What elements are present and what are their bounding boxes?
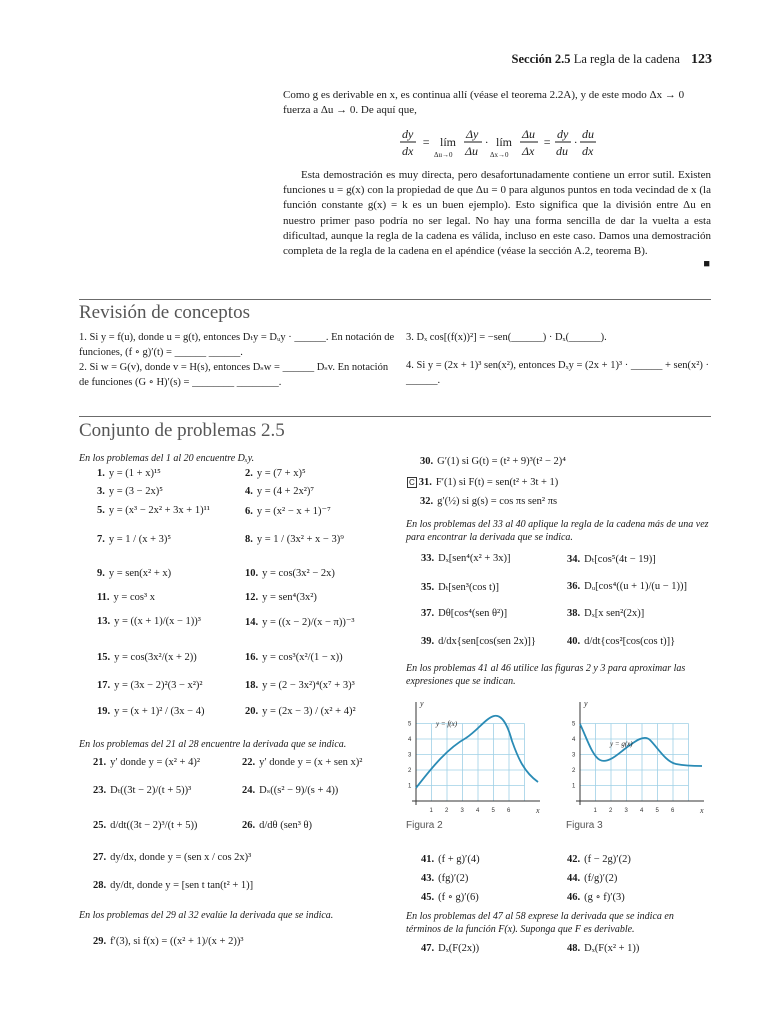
problem-item (97, 486, 163, 497)
problem-number: 2. (245, 468, 253, 479)
problem-expression: y = (3x − 2)²(3 − x²)² (114, 680, 203, 691)
problem-expression: y = 1 / (3x² + x − 3)⁹ (256, 534, 344, 545)
problem-expression: Dₓ(F(x² + 1)) (584, 943, 640, 954)
problem-number: 7. (97, 534, 105, 545)
problem-expression: dy/dt, donde y = [sen t tan(t² + 1)] (110, 880, 254, 891)
problem-item (245, 616, 355, 628)
problem-number: 20. (245, 706, 259, 717)
problem-item (421, 873, 468, 884)
problem-number: 43. (421, 873, 435, 884)
problem-expression: Dₛ((s² − 9)/(s + 4)) (259, 785, 339, 796)
problem-number: 40. (567, 636, 581, 647)
problem-number: 21. (93, 757, 107, 768)
svg-text:=: = (422, 135, 431, 149)
y-tick-label: 3 (408, 752, 412, 759)
x-tick-label: 1 (429, 808, 433, 814)
x-tick-label: 3 (460, 808, 464, 814)
review-q1: 1. Si y = f(u), donde u = g(t), entonces Dₜy = Dᵤy · ______. En notación de funciones, (f ∘ g)′(t) = ______ ______. (79, 332, 395, 358)
problem-item (567, 553, 656, 565)
problem-number: 15. (97, 652, 111, 663)
problems-note-41-46: En los problemas 41 al 46 utilice las figuras 2 y 3 para aproximar las expresiones que se indican. (406, 663, 686, 687)
problem-number: 18. (245, 680, 259, 691)
problem-number: 29. (93, 936, 107, 947)
problem-expression: F′(1) si F(t) = sen(t² + 3t + 1) (435, 477, 559, 488)
problem-number: 41. (421, 854, 435, 865)
problem-expression: Dᵤ[cos⁴((u + 1)/(u − 1))] (584, 581, 688, 592)
problem-number: 38. (567, 608, 581, 619)
problem-item (567, 891, 625, 903)
x-axis-label: x (700, 806, 704, 815)
problem-number: 47. (421, 943, 435, 954)
problem-item (97, 706, 204, 717)
review-q2: 2. Si w = G(v), donde v = H(s), entonces Dₛw = ______ Dₛv. En notación de funciones (G ∘ H)′(s) = ________ ________. (79, 362, 389, 388)
problem-item (421, 581, 499, 593)
problem-expression: y = cos³ x (113, 592, 155, 603)
problem-expression: Dₓ[x sen²(2x)] (584, 608, 645, 619)
y-tick-label: 1 (572, 783, 576, 790)
problem-item (245, 592, 317, 603)
figure-3 (562, 696, 712, 821)
problem-number: 36. (567, 581, 581, 592)
problem-item (93, 936, 244, 947)
problem-number: 39. (421, 636, 435, 647)
function-curve (580, 724, 702, 766)
svg-text:=: = (543, 135, 552, 149)
problem-item (97, 534, 171, 545)
problem-item (242, 820, 312, 831)
problem-item (97, 652, 197, 663)
problem-expression: y = (x + 1)² / (3x − 4) (114, 706, 205, 717)
x-axis-label: x (536, 806, 540, 815)
problem-item (245, 652, 343, 663)
problem-expression: d/dθ (sen³ θ) (259, 820, 312, 831)
problem-number: 6. (245, 506, 253, 517)
problem-expression: d/dt{cos²[cos(cos t)]} (584, 636, 676, 647)
problem-expression: y′ donde y = (x + sen x)² (259, 757, 363, 768)
problem-item (242, 757, 362, 768)
intro-text: Como g es derivable en x, es continua allí (véase el teorema 2.2A), y de este modo Δx → 0 fuerza a Δu → 0. De aquí que, (283, 89, 685, 116)
review-q4: 4. Si y = (2x + 1)³ sen(x²), entonces Dₓy = (2x + 1)³ · ______ + sen(x²) · ______. (406, 360, 710, 386)
page-header (512, 52, 712, 68)
problem-number: 9. (97, 568, 105, 579)
problem-item (421, 891, 479, 903)
section-number: Sección 2.5 (511, 52, 571, 66)
calculator-tag: C (409, 478, 415, 487)
problem-item (93, 852, 251, 863)
problem-number: 16. (245, 652, 259, 663)
problem-number: 33. (421, 553, 435, 564)
problem-number: 4. (245, 486, 253, 497)
problem-item (421, 553, 510, 564)
problem-number: 17. (97, 680, 111, 691)
svg-text:lím: lím (440, 135, 457, 149)
y-tick-label: 4 (408, 737, 412, 743)
problem-number: 27. (93, 852, 107, 863)
svg-text:du: du (582, 127, 594, 141)
explanation-paragraph: Esta demostración es muy directa, pero desafortunadamente contiene un error sutil. Existen funciones u = g(x) con la propiedad de que Δu = 0 para algunos puntos en toda vecindad de x (la función constante g(x) = k es un buen ejemplo). Esto significa que la división entre Δu en nuestro primer paso podría no ser legal. No hay una forma sencilla de dar la vuelta a esta dificultad, aunque la regla de la cadena es válida, incluso en este caso. Damos una demostración completa de la regla de la cadena en el apéndice (véase la sección A.2, teorema B). (283, 169, 711, 258)
problem-item (97, 568, 171, 579)
problem-expression: y = sen(x² + x) (108, 568, 172, 579)
problems-note-47-58: En los problemas del 47 al 58 exprese la derivada que se indica en términos de la función F(x). Suponga que F es derivable. (406, 911, 674, 935)
problem-item (245, 468, 306, 479)
problem-expression: y = (2x − 3) / (x² + 4)² (262, 706, 356, 717)
problem-expression: y = cos(3x² − 2x) (262, 568, 335, 579)
y-tick-label: 5 (408, 721, 412, 728)
problem-number: 22. (242, 757, 256, 768)
problem-item (97, 505, 210, 516)
problems-note-1-20: En los problemas del 1 al 20 encuentre Dₓy. (79, 453, 255, 464)
problem-item (245, 486, 314, 497)
problem-expression: y = (7 + x)⁵ (256, 468, 306, 479)
problem-item (93, 880, 253, 891)
divider (79, 416, 711, 417)
problem-number: 48. (567, 943, 581, 954)
problem-number: 31. (418, 477, 432, 488)
figure-2-caption: Figura 2 (406, 820, 443, 831)
page-number: 123 (691, 52, 712, 67)
problem-number: 26. (242, 820, 256, 831)
problem-item (242, 784, 338, 796)
problem-number: 5. (97, 505, 105, 516)
problem-expression: y = (4 + 2x²)⁷ (256, 486, 315, 497)
problem-expression: y = (x² − x + 1)⁻⁷ (256, 506, 331, 517)
svg-text:dy: dy (557, 127, 569, 141)
problem-expression: (f − 2g)′(2) (584, 854, 631, 865)
problem-expression: Dθ[cos⁴(sen θ²)] (438, 608, 508, 619)
review-q3: 3. Dₓ cos[(f(x))²] = −sen(______) · Dₓ(______). (406, 332, 607, 343)
problem-expression: dy/dx, donde y = (sen x / cos 2x)³ (110, 852, 252, 863)
problem-expression: (f/g)′(2) (584, 873, 618, 884)
problem-number: 24. (242, 785, 256, 796)
problem-expression: y′ donde y = (x² + 4)² (110, 757, 200, 768)
problem-item (93, 757, 200, 768)
problem-number: 25. (93, 820, 107, 831)
x-tick-label: 5 (491, 808, 495, 814)
problem-item (567, 608, 644, 619)
x-tick-label: 2 (445, 808, 449, 814)
problem-expression: (fg)′(2) (438, 873, 469, 884)
problem-item (245, 680, 355, 691)
svg-text:dx: dx (402, 144, 414, 158)
problem-expression: d/dx{sen[cos(sen 2x)]} (438, 636, 536, 647)
svg-text:du: du (556, 144, 568, 158)
problem-number: 19. (97, 706, 111, 717)
problem-item (567, 854, 631, 865)
y-tick-label: 4 (572, 737, 576, 743)
problem-item (567, 636, 675, 647)
x-tick-label: 4 (476, 808, 480, 814)
end-of-proof-mark: ■ (703, 258, 710, 270)
y-axis-label: y (584, 699, 588, 708)
problems-note-29-32: En los problemas del 29 al 32 evalúe la derivada que se indica. (79, 910, 334, 921)
x-tick-label: 3 (624, 808, 628, 814)
problem-item (567, 873, 617, 884)
problem-expression: Dₜ[sen³(cos t)] (438, 582, 499, 593)
problem-number: 13. (97, 616, 111, 627)
problem-item (93, 820, 197, 831)
problem-expression: (f ∘ g)′(6) (438, 892, 479, 903)
svg-text:Δu→0: Δu→0 (434, 151, 453, 159)
curve-label: y = f(x) (436, 720, 458, 728)
problem-item (420, 496, 557, 507)
problem-expression: (g ∘ f)′(3) (584, 892, 625, 903)
problem-item (245, 706, 356, 717)
problem-number: 46. (567, 892, 581, 903)
figure-3-graph (562, 696, 712, 818)
svg-text:·: · (574, 135, 577, 149)
problems-note-33-40: En los problemas del 33 al 40 aplique la regla de la cadena más de una vez para encontrar la derivada que se indica. (406, 519, 709, 543)
section-title: La regla de la cadena (573, 52, 680, 66)
problem-number: 32. (420, 496, 434, 507)
svg-text:Δy: Δy (466, 127, 479, 141)
review-heading: Revisión de conceptos (79, 302, 250, 323)
y-axis-label: y (420, 699, 424, 708)
problem-number: 37. (421, 608, 435, 619)
x-tick-label: 6 (507, 808, 511, 814)
x-tick-label: 6 (671, 808, 675, 814)
problem-expression: y = sen⁴(3x²) (262, 592, 317, 603)
svg-text:Δx→0: Δx→0 (490, 151, 509, 159)
problem-item (407, 477, 558, 488)
chain-rule-formula (400, 126, 610, 164)
problem-number: 1. (97, 468, 105, 479)
problem-number: 11. (97, 592, 110, 603)
problem-expression: y = cos³(x²/(1 − x)) (262, 652, 343, 663)
figure-2 (398, 696, 548, 821)
problem-number: 35. (421, 582, 435, 593)
problem-expression: d/dt((3t − 2)³/(t + 5)) (110, 820, 198, 831)
x-tick-label: 5 (655, 808, 659, 814)
problem-item (421, 943, 479, 954)
svg-text:dx: dx (582, 144, 594, 158)
problem-expression: Dₜ[cos⁵(4t − 19)] (584, 554, 656, 565)
y-tick-label: 1 (408, 783, 412, 790)
problem-item (567, 943, 639, 954)
problem-number: 34. (567, 554, 581, 565)
y-tick-label: 2 (572, 768, 576, 774)
problem-number: 23. (93, 785, 107, 796)
problem-number: 45. (421, 892, 435, 903)
problem-number: 30. (420, 456, 434, 467)
problem-expression: y = (3 − 2x)⁵ (108, 486, 163, 497)
problem-expression: Dₜ((3t − 2)/(t + 5))³ (110, 785, 192, 796)
problem-number: 12. (245, 592, 259, 603)
problem-item (420, 456, 566, 467)
divider (79, 299, 711, 300)
curve-label: y = g(x) (610, 740, 633, 748)
problem-item (97, 616, 201, 627)
problem-number: 14. (245, 617, 259, 628)
figure-3-caption: Figura 3 (566, 820, 603, 831)
problem-expression: y = ((x − 2)/(x − π))⁻³ (262, 617, 355, 628)
x-tick-label: 2 (609, 808, 613, 814)
svg-text:lím: lím (496, 135, 513, 149)
problem-expression: y = cos(3x²/(x + 2)) (114, 652, 197, 663)
problem-item (245, 568, 335, 579)
problem-item (421, 636, 536, 647)
problem-expression: (f + g)′(4) (438, 854, 480, 865)
svg-text:·: · (485, 135, 488, 149)
figure-2-graph (398, 696, 548, 818)
problem-expression: Dₓ[sen⁴(x² + 3x)] (438, 553, 511, 564)
svg-text:dy: dy (402, 127, 414, 141)
problem-expression: y = ((x + 1)/(x − 1))³ (114, 616, 201, 627)
y-tick-label: 3 (572, 752, 576, 759)
problem-expression: G′(1) si G(t) = (t² + 9)³(t² − 2)⁴ (437, 456, 566, 467)
problem-item (245, 505, 331, 517)
problem-item (97, 680, 203, 691)
svg-text:Δx: Δx (522, 144, 535, 158)
svg-text:Δu: Δu (465, 144, 479, 158)
problem-item (421, 854, 480, 865)
problem-number: 42. (567, 854, 581, 865)
problem-item (97, 468, 161, 479)
y-tick-label: 5 (572, 721, 576, 728)
problem-item (97, 592, 155, 603)
y-tick-label: 2 (408, 768, 412, 774)
svg-text:Δu: Δu (522, 127, 536, 141)
problem-number: 8. (245, 534, 253, 545)
problem-expression: f′(3), si f(x) = ((x² + 1)/(x + 2))³ (110, 936, 244, 947)
problem-expression: y = 1 / (x + 3)⁵ (108, 534, 172, 545)
problem-number: 10. (245, 568, 259, 579)
problem-item (245, 534, 344, 545)
problem-item (93, 784, 191, 796)
x-tick-label: 4 (640, 808, 644, 814)
problem-number: 28. (93, 880, 107, 891)
problem-expression: g′(½) si g(s) = cos πs sen² πs (437, 496, 558, 507)
problem-expression: y = (x³ − 2x² + 3x + 1)¹¹ (108, 505, 210, 516)
x-tick-label: 1 (593, 808, 597, 814)
problems-note-21-28: En los problemas del 21 al 28 encuentre la derivada que se indica. (79, 739, 347, 750)
formula-graphic (400, 126, 610, 160)
problems-heading: Conjunto de problemas 2.5 (79, 420, 285, 441)
problem-number: 3. (97, 486, 105, 497)
problem-expression: Dₓ(F(2x)) (438, 943, 480, 954)
function-curve (416, 716, 538, 788)
problem-item (421, 608, 507, 619)
problem-expression: y = (1 + x)¹⁵ (108, 468, 161, 479)
problem-number: 44. (567, 873, 581, 884)
problem-expression: y = (2 − 3x²)⁴(x⁷ + 3)³ (262, 680, 355, 691)
problem-item (567, 581, 687, 592)
